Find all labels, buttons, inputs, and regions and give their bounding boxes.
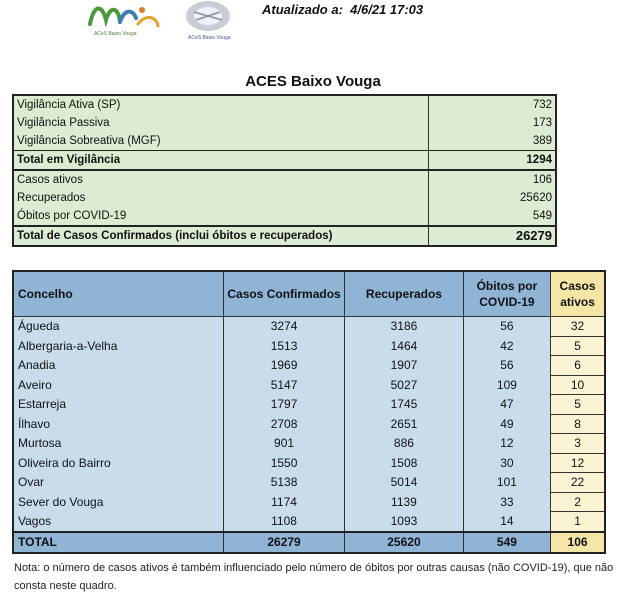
summary-label: Vigilância Ativa (SP) — [13, 95, 429, 114]
cell-active: 1 — [551, 512, 605, 532]
cell-name: Anadia — [13, 356, 223, 376]
aces-logo — [84, 0, 170, 40]
cell-confirmed: 1797 — [223, 395, 344, 415]
cell-deaths: 12 — [463, 434, 550, 454]
total-recovered: 25620 — [345, 532, 464, 553]
cell-deaths: 56 — [463, 356, 550, 376]
table-row — [13, 375, 605, 395]
cell-recovered: 1907 — [345, 356, 464, 376]
table-row — [13, 492, 605, 512]
total-deaths: 549 — [463, 532, 550, 553]
table-row — [13, 395, 605, 415]
header-active-line2: ativos — [560, 295, 595, 309]
summary-value: 26279 — [429, 226, 557, 246]
table-row — [13, 356, 605, 376]
cell-recovered: 2651 — [345, 414, 464, 434]
table-row — [13, 473, 605, 493]
cell-recovered: 1139 — [345, 492, 464, 512]
summary-label: Casos ativos — [13, 170, 429, 189]
council-cases-table — [12, 270, 606, 554]
cell-confirmed: 1550 — [223, 453, 344, 473]
partner-logo-icon — [176, 0, 240, 42]
cell-confirmed: 1174 — [223, 492, 344, 512]
cell-recovered: 5014 — [345, 473, 464, 493]
cell-recovered: 5027 — [345, 375, 464, 395]
table-row — [13, 317, 605, 337]
summary-label: Vigilância Passiva — [13, 114, 429, 132]
page-title: ACES Baixo Vouga — [245, 73, 381, 90]
header-active — [551, 271, 605, 317]
updated-value: 4/6/21 17:03 — [350, 2, 424, 17]
summary-row — [13, 95, 556, 114]
table-row — [13, 512, 605, 532]
summary-label: Recuperados — [13, 189, 429, 207]
summary-value: 389 — [429, 132, 557, 151]
summary-value: 25620 — [429, 189, 557, 207]
cell-name: Ovar — [13, 473, 223, 493]
summary-value: 1294 — [429, 151, 557, 171]
cell-deaths: 47 — [463, 395, 550, 415]
summary-value: 549 — [429, 207, 557, 226]
total-name: TOTAL — [13, 532, 223, 553]
surveillance-summary-table — [12, 94, 557, 247]
total-row — [13, 532, 605, 553]
header-concelho: Concelho — [13, 271, 223, 317]
summary-row — [13, 132, 556, 151]
footnote: Nota: o número de casos ativos é também influenciado pelo número de óbitos por outras causas (não COVID-19), que não consta neste quadro. — [14, 562, 614, 592]
cell-name: Águeda — [13, 317, 223, 337]
cell-deaths: 109 — [463, 375, 550, 395]
cell-name: Aveiro — [13, 375, 223, 395]
cell-name: Ílhavo — [13, 414, 223, 434]
cell-recovered: 886 — [345, 434, 464, 454]
cell-confirmed: 3274 — [223, 317, 344, 337]
cell-recovered: 1464 — [345, 336, 464, 356]
cell-confirmed: 1969 — [223, 356, 344, 376]
cell-recovered: 1093 — [345, 512, 464, 532]
cell-deaths: 101 — [463, 473, 550, 493]
header-deaths-line2: COVID-19 — [479, 295, 535, 309]
cell-confirmed: 2708 — [223, 414, 344, 434]
table-row — [13, 414, 605, 434]
summary-row — [13, 189, 556, 207]
summary-label: Total de Casos Confirmados (inclui óbitos e recuperados) — [13, 226, 429, 246]
total-confirmed: 26279 — [223, 532, 344, 553]
summary-value: 173 — [429, 114, 557, 132]
summary-label: Óbitos por COVID-19 — [13, 207, 429, 226]
cell-recovered: 1508 — [345, 453, 464, 473]
update-timestamp — [262, 2, 423, 17]
summary-row — [13, 114, 556, 132]
summary-value: 732 — [429, 95, 557, 114]
updated-label: Atualizado a: — [262, 2, 343, 17]
aces-logo-icon — [84, 0, 170, 40]
cell-active: 2 — [551, 492, 605, 512]
cell-name: Estarreja — [13, 395, 223, 415]
table-row — [13, 336, 605, 356]
cell-deaths: 30 — [463, 453, 550, 473]
summary-label: Total em Vigilância — [13, 151, 429, 171]
cell-name: Albergaria-a-Velha — [13, 336, 223, 356]
cell-name: Oliveira do Bairro — [13, 453, 223, 473]
summary-value: 106 — [429, 170, 557, 189]
cell-confirmed: 1108 — [223, 512, 344, 532]
total-active: 106 — [551, 532, 605, 553]
cell-active: 5 — [551, 336, 605, 356]
cell-deaths: 49 — [463, 414, 550, 434]
cell-name: Murtosa — [13, 434, 223, 454]
cell-confirmed: 1513 — [223, 336, 344, 356]
cell-active: 22 — [551, 473, 605, 493]
table-row — [13, 434, 605, 454]
cell-active: 3 — [551, 434, 605, 454]
header-active-line1: Casos — [559, 279, 596, 293]
summary-row — [13, 151, 556, 171]
cell-active: 32 — [551, 317, 605, 337]
cell-active: 5 — [551, 395, 605, 415]
cell-confirmed: 5147 — [223, 375, 344, 395]
cell-deaths: 14 — [463, 512, 550, 532]
table-row — [13, 453, 605, 473]
header-confirmed: Casos Confirmados — [223, 271, 344, 317]
partner-logo — [176, 0, 240, 42]
summary-row — [13, 226, 556, 246]
summary-row — [13, 170, 556, 189]
cell-name: Sever do Vouga — [13, 492, 223, 512]
header-recovered: Recuperados — [345, 271, 464, 317]
svg-text:ACeS Baixo Vouga: ACeS Baixo Vouga — [94, 31, 137, 37]
cell-deaths: 33 — [463, 492, 550, 512]
cell-confirmed: 5138 — [223, 473, 344, 493]
table-header-row — [13, 271, 605, 317]
summary-row — [13, 207, 556, 226]
cell-name: Vagos — [13, 512, 223, 532]
cell-recovered: 1745 — [345, 395, 464, 415]
cell-active: 12 — [551, 453, 605, 473]
svg-text:ACeS Baixo Vouga: ACeS Baixo Vouga — [188, 35, 231, 41]
cell-confirmed: 901 — [223, 434, 344, 454]
cell-active: 10 — [551, 375, 605, 395]
summary-label: Vigilância Sobreativa (MGF) — [13, 132, 429, 151]
cell-active: 8 — [551, 414, 605, 434]
cell-deaths: 42 — [463, 336, 550, 356]
cell-active: 6 — [551, 356, 605, 376]
cell-recovered: 3186 — [345, 317, 464, 337]
header-deaths-line1: Óbitos por — [476, 279, 538, 293]
cell-deaths: 56 — [463, 317, 550, 337]
header-deaths — [463, 271, 550, 317]
